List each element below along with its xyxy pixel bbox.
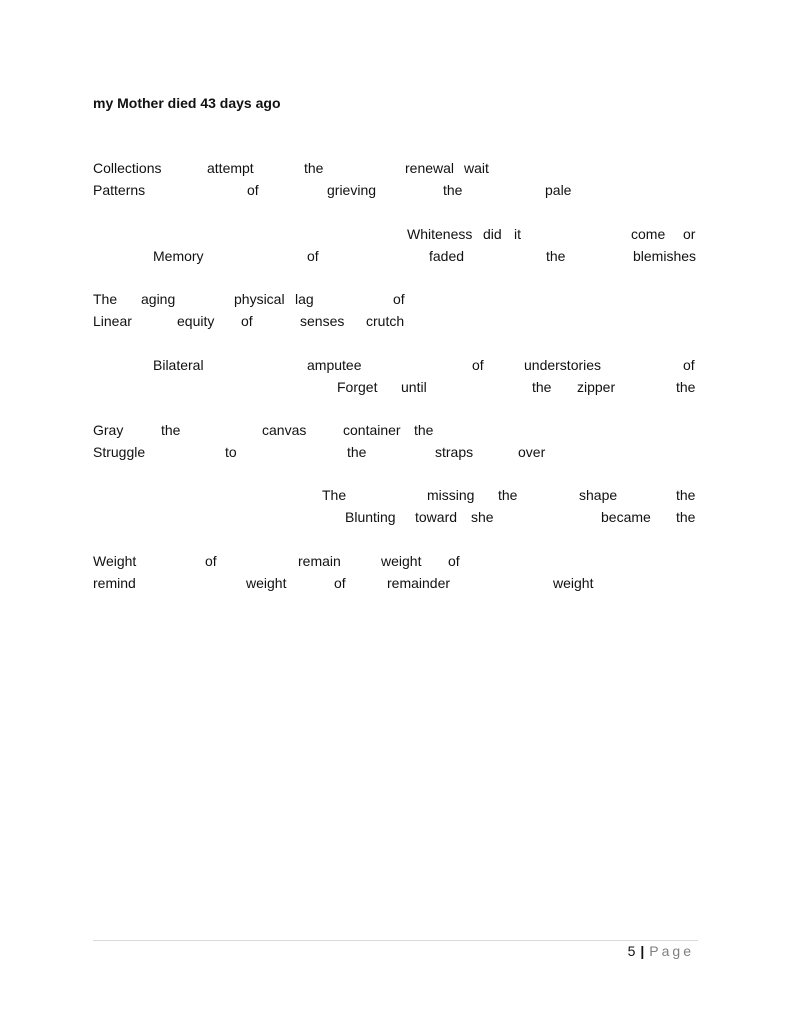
poem-word: understories	[524, 357, 602, 373]
poem-word: The	[93, 291, 118, 307]
poem-word: senses	[300, 313, 345, 329]
poem-word: zipper	[577, 379, 616, 395]
poem-word: weight	[246, 575, 287, 591]
poem-word: missing	[427, 487, 475, 503]
poem-word: of	[448, 553, 460, 569]
poem-word: of	[334, 575, 346, 591]
poem-word: toward	[415, 509, 458, 525]
poem-word: the	[304, 160, 324, 176]
page-separator: |	[640, 943, 645, 959]
poem-word: of	[205, 553, 217, 569]
footer-divider	[93, 940, 698, 941]
poem-word: container	[343, 422, 401, 438]
poem-word: Gray	[93, 422, 124, 438]
poem-word: Whiteness	[407, 226, 473, 242]
poem-word: the	[414, 422, 434, 438]
poem-word: or	[683, 226, 696, 242]
poem-word: Weight	[93, 553, 137, 569]
page-label: Page	[649, 943, 694, 959]
poem-word: physical	[234, 291, 285, 307]
poem-word: of	[307, 248, 319, 264]
poem-word: straps	[435, 444, 474, 460]
poem-word: she	[471, 509, 494, 525]
poem-word: pale	[545, 182, 572, 198]
poem-word: over	[518, 444, 546, 460]
poem-word: The	[322, 487, 347, 503]
poem-word: faded	[429, 248, 465, 264]
poem-word: of	[393, 291, 405, 307]
poem-word: equity	[177, 313, 215, 329]
poem-word: of	[683, 357, 695, 373]
poem-word: the	[498, 487, 518, 503]
poem-word: Forget	[337, 379, 378, 395]
poem-word: amputee	[307, 357, 362, 373]
poem-word: come	[631, 226, 666, 242]
poem-word: did	[483, 226, 502, 242]
poem-word: canvas	[262, 422, 307, 438]
poem-word: to	[225, 444, 237, 460]
poem-word: weight	[381, 553, 422, 569]
poem-word: the	[546, 248, 566, 264]
poem-word: weight	[553, 575, 594, 591]
poem-word: the	[676, 487, 696, 503]
page-number: 5	[627, 943, 636, 959]
poem-word: Struggle	[93, 444, 146, 460]
poem-word: renewal	[405, 160, 455, 176]
poem-word: Bilateral	[153, 357, 204, 373]
poem-word: remind	[93, 575, 136, 591]
poem-word: of	[241, 313, 253, 329]
poem-word: the	[443, 182, 463, 198]
poem-word: until	[401, 379, 427, 395]
poem-word: wait	[464, 160, 489, 176]
poem-word: the	[161, 422, 181, 438]
poem-word: the	[676, 379, 696, 395]
poem-word: Collections	[93, 160, 162, 176]
poem-word: aging	[141, 291, 176, 307]
poem-word: crutch	[366, 313, 405, 329]
poem-word: the	[532, 379, 552, 395]
poem-word: grieving	[327, 182, 377, 198]
poem-word: Patterns	[93, 182, 146, 198]
poem-word: it	[514, 226, 521, 242]
poem-word: Blunting	[345, 509, 396, 525]
poem-word: lag	[295, 291, 314, 307]
poem-word: the	[676, 509, 696, 525]
poem-word: the	[347, 444, 367, 460]
poem-word: became	[601, 509, 651, 525]
poem-word: of	[247, 182, 259, 198]
poem-word: of	[472, 357, 484, 373]
poem-word: shape	[579, 487, 618, 503]
poem-title: my Mother died 43 days ago	[93, 95, 281, 111]
page-footer	[628, 943, 694, 959]
poem-word: attempt	[207, 160, 254, 176]
poem-word: remain	[298, 553, 341, 569]
poem-word: remainder	[387, 575, 451, 591]
poem-word: Linear	[93, 313, 132, 329]
poem-word: blemishes	[633, 248, 697, 264]
poem-word: Memory	[153, 248, 204, 264]
